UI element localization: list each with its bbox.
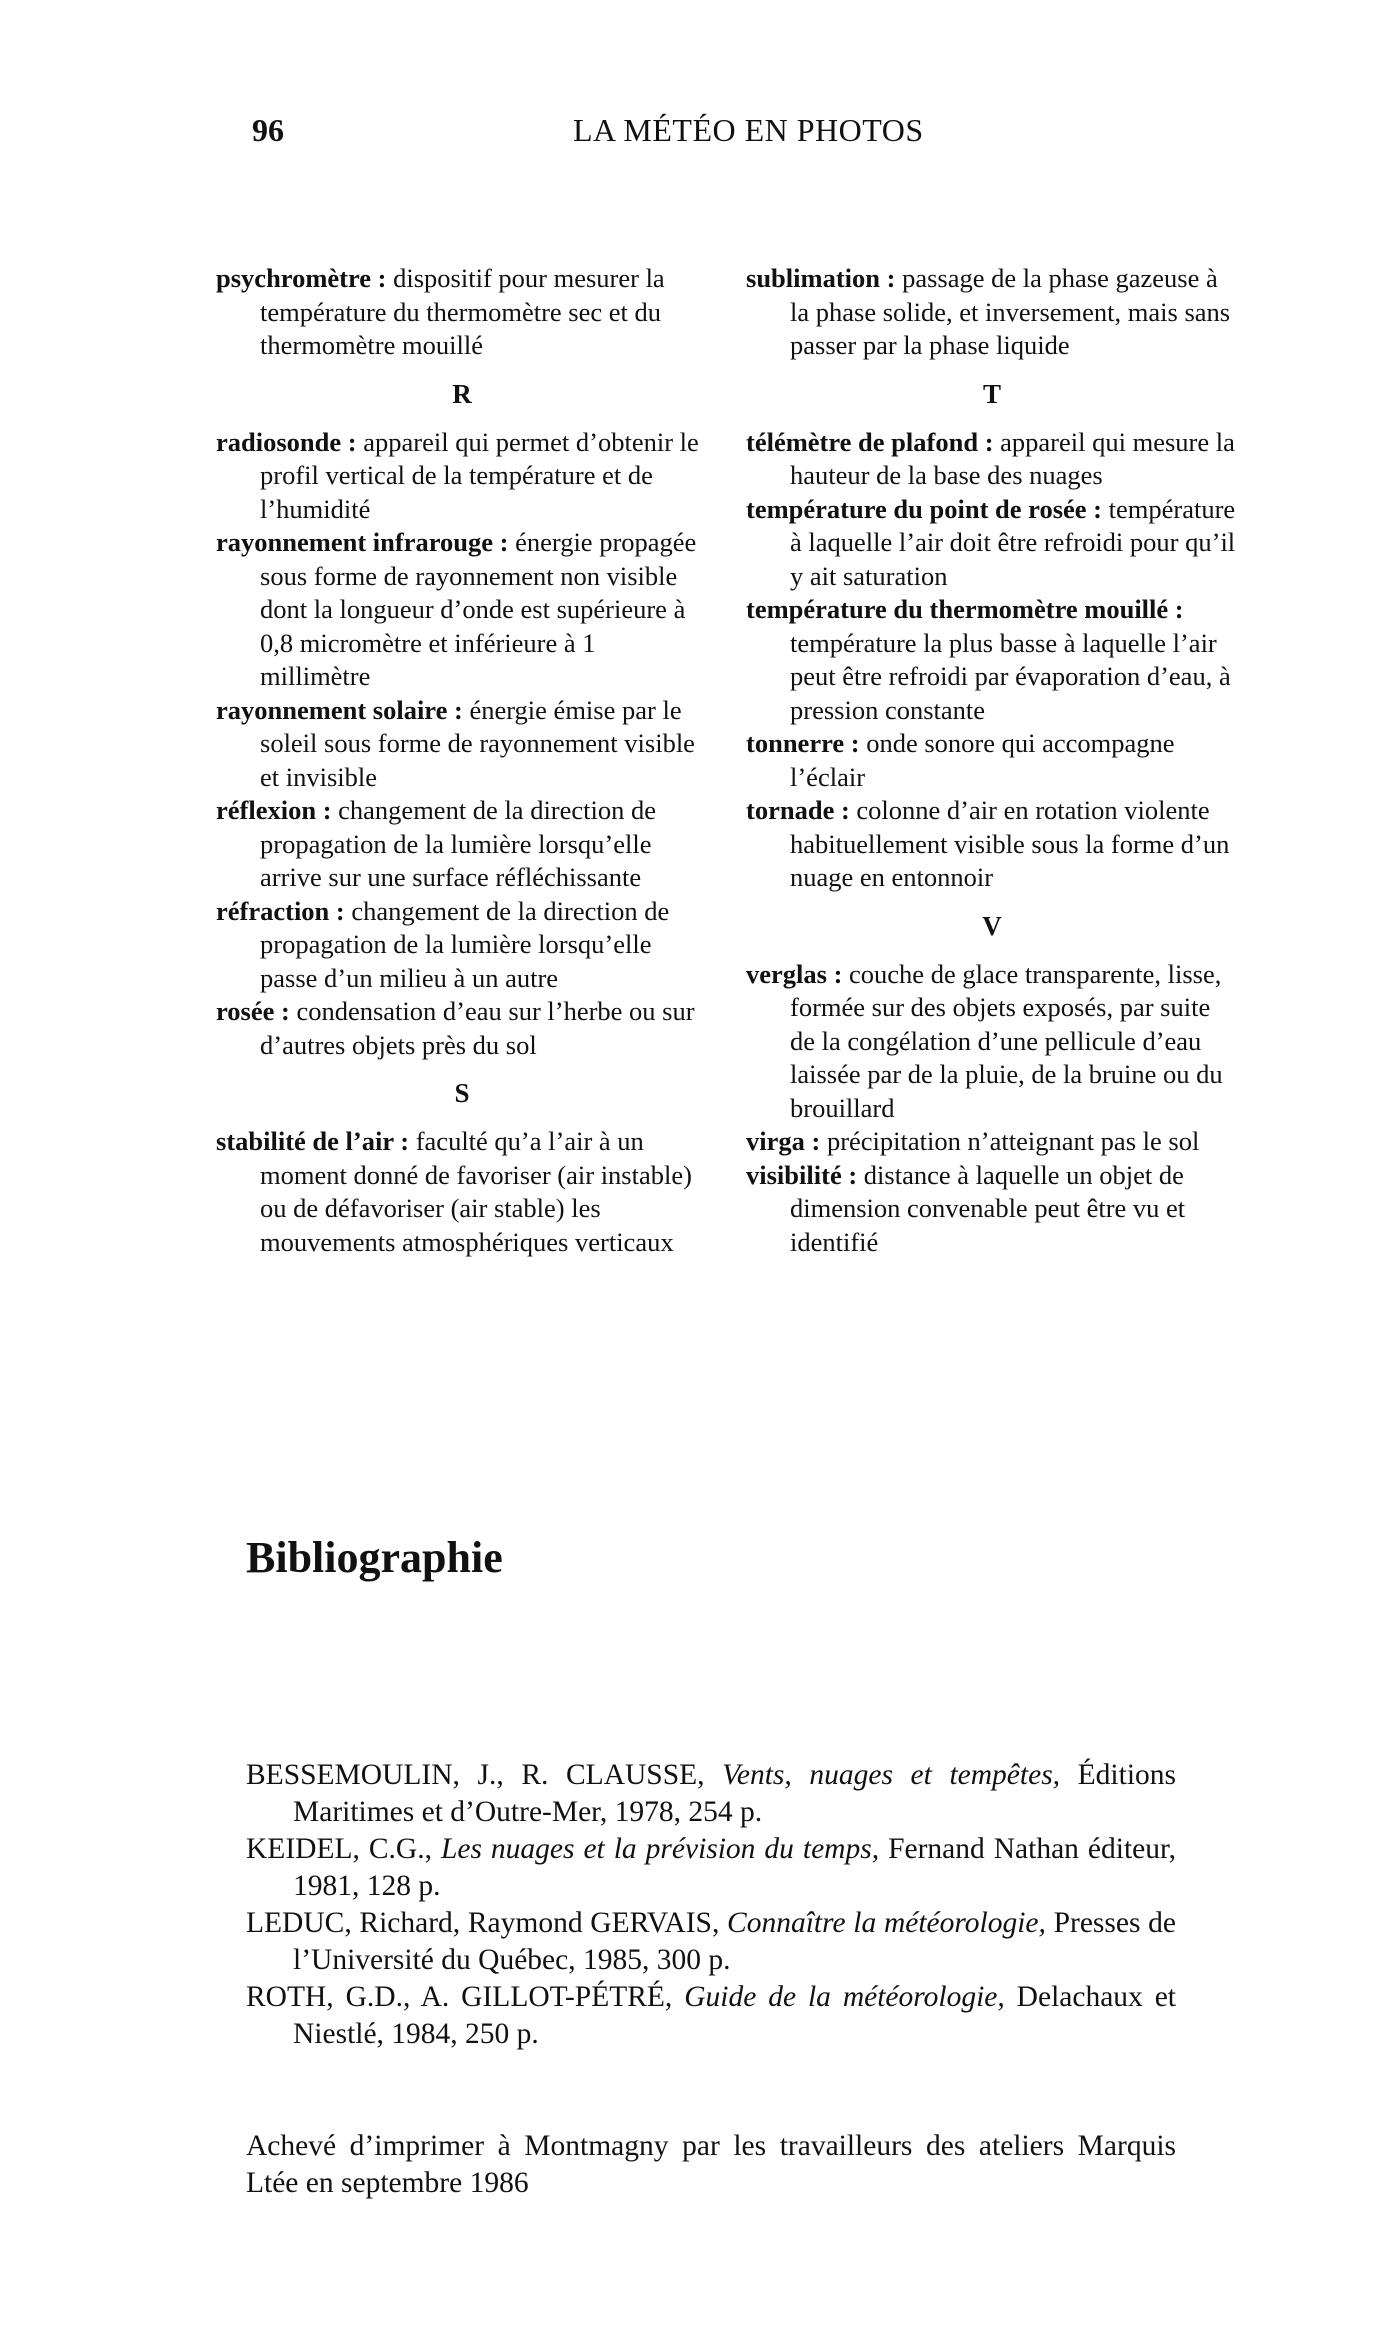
glossary-entry <box>216 526 708 694</box>
glossary-right-column <box>746 262 1238 1259</box>
glossary-definition: distance à laquelle un objet de dimension convenable peut être vu et identifié <box>790 1159 1186 1257</box>
glossary-term: visibilité : <box>746 1159 858 1190</box>
glossary-entry <box>746 426 1238 493</box>
running-header <box>0 108 1400 152</box>
glossary-definition: faculté qu’a l’air à un moment donné de favoriser (air instable) ou de défavoriser (air stable) les mouvements atmosphériques verticaux <box>260 1126 692 1257</box>
reference-authors: BESSEMOULIN, J., R. CLAUSSE, <box>246 1759 705 1791</box>
glossary-definition: température à laquelle l’air doit être refroidi pour qu’il y ait saturation <box>790 493 1236 591</box>
section-letter-s: S <box>454 1078 470 1108</box>
glossary-entry <box>216 895 708 996</box>
reference-authors: KEIDEL, C.G., <box>246 1833 432 1865</box>
bibliography-reference <box>246 1905 1176 1979</box>
glossary-entry <box>746 1125 1238 1159</box>
glossary-term: réflexion : <box>216 795 332 825</box>
glossary-term: rayonnement infrarouge : <box>216 527 509 557</box>
glossary-term: psychromètre : <box>216 263 387 293</box>
glossary-definition: dispositif pour mesurer la température du thermomètre sec et du thermomètre mouillé <box>260 263 665 360</box>
running-title: LA MÉTÉO EN PHOTOS <box>573 112 924 148</box>
glossary-term: télémètre de plafond : <box>746 426 994 457</box>
glossary-definition: onde sonore qui accompagne l’éclair <box>790 728 1175 792</box>
page-number: 96 <box>252 112 284 148</box>
glossary-definition: couche de glace transparente, lisse, formée sur des objets exposés, par suite de la congélation d’une pellicule d’eau laissée par de la pluie, de la bruine ou du brouillard <box>790 958 1223 1123</box>
glossary-entry <box>746 958 1238 1126</box>
bibliography-heading: Bibliographie <box>246 1533 503 1582</box>
glossary-term: stabilité de l’air : <box>216 1126 410 1156</box>
reference-title: Les nuages et la prévision du temps, <box>440 1833 880 1865</box>
glossary-entry <box>746 727 1238 794</box>
glossary-term: tonnerre : <box>746 728 860 758</box>
glossary-term: sublimation : <box>746 263 896 293</box>
glossary-term: température du point de rosée : <box>746 493 1102 524</box>
section-letter-t: T <box>982 378 1001 409</box>
reference-details: Presses de l’Université du Québec, 1985, 300 p. <box>293 1907 1176 1976</box>
glossary-definition: température la plus basse à laquelle l’air peut être refroidi par évaporation d’eau, à pression constante <box>790 627 1231 725</box>
glossary-entry <box>746 262 1238 363</box>
bibliography-reference <box>246 1979 1176 2053</box>
glossary-entry <box>216 1125 708 1259</box>
glossary-entry <box>216 794 708 895</box>
glossary-definition: énergie émise par le soleil sous forme de rayonnement visible et invisible <box>260 694 695 792</box>
glossary-definition: passage de la phase gazeuse à la phase solide, et inversement, mais sans passer par la phase liquide <box>790 263 1231 360</box>
reference-authors: LEDUC, Richard, Raymond GERVAIS, <box>246 1907 720 1939</box>
glossary-entry <box>746 1159 1238 1260</box>
glossary-term: rayonnement solaire : <box>216 694 463 725</box>
glossary-definition: énergie propagée sous forme de rayonnement non visible dont la longueur d’onde est supérieure à 0,8 micromètre et inférieure à 1 millimètre <box>260 527 697 691</box>
section-letter-v: V <box>982 910 1002 941</box>
section-letter-r: R <box>452 378 472 409</box>
glossary-definition: appareil qui permet d’obtenir le profil vertical de la température et de l’humidité <box>260 426 699 524</box>
glossary-left-column <box>216 262 708 1259</box>
glossary-term: verglas : <box>746 958 843 989</box>
reference-details: Fernand Nathan éditeur, 1981, 128 p. <box>293 1833 1177 1902</box>
glossary-entry <box>216 262 708 363</box>
reference-title: Connaître la météorologie, <box>727 1907 1046 1939</box>
glossary-definition: colonne d’air en rotation violente habituellement visible sous la forme d’un nuage en entonnoir <box>790 795 1230 892</box>
reference-details: Éditions Maritimes et d’Outre-Mer, 1978, 254 p. <box>293 1759 1176 1828</box>
glossary-entry <box>216 995 708 1062</box>
reference-details: Delachaux et Niestlé, 1984, 250 p. <box>293 1981 1176 2050</box>
bibliography-reference <box>246 1757 1176 1831</box>
glossary-definition: condensation d’eau sur l’herbe ou sur d’autres objets près du sol <box>260 996 695 1060</box>
reference-title: Vents, nuages et tempêtes, <box>722 1759 1061 1791</box>
glossary-entry <box>746 493 1238 594</box>
reference-authors: ROTH, G.D., A. GILLOT-PÉTRÉ, <box>246 1981 673 2013</box>
glossary-entry <box>216 694 708 795</box>
glossary-entry <box>746 794 1238 895</box>
bibliography-reference <box>246 1831 1176 1905</box>
glossary-definition: appareil qui mesure la hauteur de la base des nuages <box>790 426 1235 490</box>
bibliography-list <box>246 1757 1176 2053</box>
glossary-term: rosée : <box>216 996 290 1026</box>
glossary-definition: précipitation n’atteignant pas le sol <box>826 1126 1200 1156</box>
reference-title: Guide de la météorologie, <box>684 1981 1005 2013</box>
glossary <box>216 262 1238 1259</box>
glossary-term: tornade : <box>746 795 850 825</box>
glossary-term: virga : <box>746 1126 821 1156</box>
glossary-term: réfraction : <box>216 895 345 926</box>
glossary-entry <box>746 593 1238 727</box>
glossary-definition: changement de la direction de propagation de la lumière lorsqu’elle arrive sur une surface réfléchissante <box>260 795 657 892</box>
glossary-term: radiosonde : <box>216 426 357 457</box>
glossary-definition: changement de la direction de propagation de la lumière lorsqu’elle passe d’un milieu à un autre <box>260 895 670 993</box>
glossary-term: température du thermomètre mouillé : <box>746 594 1184 624</box>
colophon: Achevé d’imprimer à Montmagny par les travailleurs des ateliers Marquis Ltée en septembre 1986 <box>246 2130 1176 2199</box>
glossary-entry <box>216 426 708 527</box>
